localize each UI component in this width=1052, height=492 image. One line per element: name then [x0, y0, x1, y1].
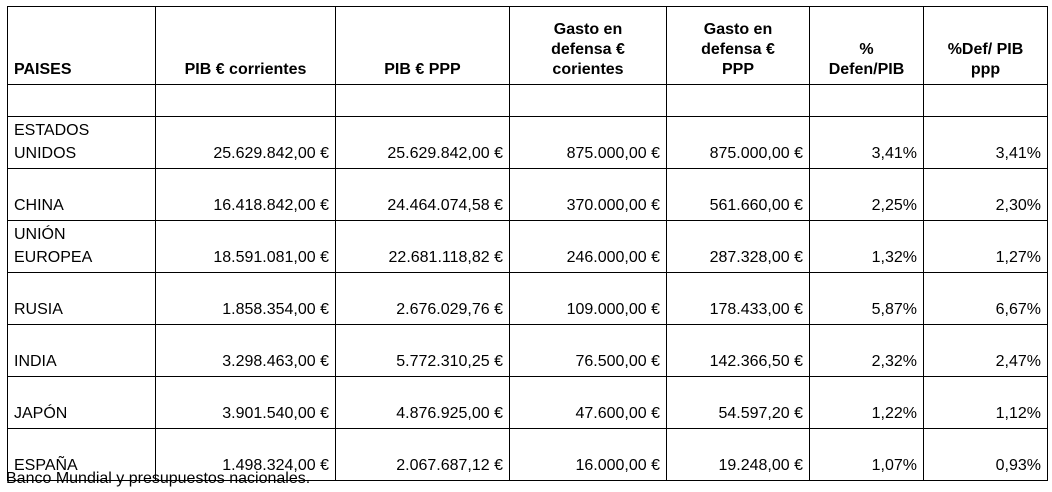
pib-corrientes-cell: 18.591.081,00 €: [156, 221, 336, 273]
col-header-pib-corrientes: PIB € corrientes: [156, 7, 336, 85]
pct-def-pib-ppp-cell: 2,47%: [924, 325, 1048, 377]
pib-ppp-cell: 24.464.074,58 €: [336, 169, 510, 221]
pct-defen-pib-cell: 1,32%: [810, 221, 924, 273]
table-row: [8, 117, 1048, 169]
gasto-corrientes-cell: 246.000,00 €: [510, 221, 667, 273]
pib-corrientes-cell: 16.418.842,00 €: [156, 169, 336, 221]
pct-defen-pib-cell: 5,87%: [810, 273, 924, 325]
gasto-ppp-cell: 19.248,00 €: [667, 429, 810, 481]
pct-def-pib-ppp-cell: 2,30%: [924, 169, 1048, 221]
defense-spending-table: [7, 6, 1048, 481]
blank-cell: [156, 85, 336, 117]
gasto-ppp-cell: 178.433,00 €: [667, 273, 810, 325]
pib-ppp-cell: 4.876.925,00 €: [336, 377, 510, 429]
country-cell: ESPAÑA: [8, 429, 156, 481]
pib-ppp-cell: 22.681.118,82 €: [336, 221, 510, 273]
gasto-ppp-cell: 142.366,50 €: [667, 325, 810, 377]
pib-corrientes-cell: 1.858.354,00 €: [156, 273, 336, 325]
blank-cell: [8, 85, 156, 117]
col-header-gasto-corrientes: Gasto en defensa € corientes: [510, 7, 667, 85]
country-cell: RUSIA: [8, 273, 156, 325]
gasto-corrientes-cell: 109.000,00 €: [510, 273, 667, 325]
blank-cell: [924, 85, 1048, 117]
gasto-corrientes-cell: 16.000,00 €: [510, 429, 667, 481]
country-cell: INDIA: [8, 325, 156, 377]
table-row: [8, 221, 1048, 273]
pct-defen-pib-cell: 1,22%: [810, 377, 924, 429]
table-row: [8, 273, 1048, 325]
blank-cell: [336, 85, 510, 117]
pib-ppp-cell: 25.629.842,00 €: [336, 117, 510, 169]
gasto-ppp-cell: 561.660,00 €: [667, 169, 810, 221]
blank-cell: [667, 85, 810, 117]
pib-ppp-cell: 2.676.029,76 €: [336, 273, 510, 325]
country-cell: JAPÓN: [8, 377, 156, 429]
pct-def-pib-ppp-cell: 0,93%: [924, 429, 1048, 481]
header-row: [8, 7, 1048, 85]
pct-def-pib-ppp-cell: 3,41%: [924, 117, 1048, 169]
col-header-pct-def-pib-ppp: %Def/ PIB ppp: [924, 7, 1048, 85]
table-row: [8, 377, 1048, 429]
col-header-pib-ppp: PIB € PPP: [336, 7, 510, 85]
blank-cell: [510, 85, 667, 117]
pct-defen-pib-cell: 3,41%: [810, 117, 924, 169]
gasto-ppp-cell: 287.328,00 €: [667, 221, 810, 273]
gasto-corrientes-cell: 875.000,00 €: [510, 117, 667, 169]
pib-corrientes-cell: 25.629.842,00 €: [156, 117, 336, 169]
pib-ppp-cell: 5.772.310,25 €: [336, 325, 510, 377]
country-cell: CHINA: [8, 169, 156, 221]
pib-corrientes-cell: 3.298.463,00 €: [156, 325, 336, 377]
pct-defen-pib-cell: 2,25%: [810, 169, 924, 221]
gasto-corrientes-cell: 76.500,00 €: [510, 325, 667, 377]
pct-def-pib-ppp-cell: 1,27%: [924, 221, 1048, 273]
gasto-corrientes-cell: 47.600,00 €: [510, 377, 667, 429]
blank-row: [8, 85, 1048, 117]
pib-corrientes-cell: 1.498.324,00 €: [156, 429, 336, 481]
pct-defen-pib-cell: 1,07%: [810, 429, 924, 481]
col-header-pct-defen-pib: % Defen/PIB: [810, 7, 924, 85]
pib-corrientes-cell: 3.901.540,00 €: [156, 377, 336, 429]
pib-ppp-cell: 2.067.687,12 €: [336, 429, 510, 481]
source-note: Banco Mundial y presupuestos nacionales.: [6, 470, 311, 487]
gasto-ppp-cell: 54.597,20 €: [667, 377, 810, 429]
col-header-gasto-ppp: Gasto en defensa € PPP: [667, 7, 810, 85]
pct-def-pib-ppp-cell: 1,12%: [924, 377, 1048, 429]
blank-cell: [810, 85, 924, 117]
gasto-ppp-cell: 875.000,00 €: [667, 117, 810, 169]
table-row: [8, 169, 1048, 221]
pct-def-pib-ppp-cell: 6,67%: [924, 273, 1048, 325]
col-header-paises: PAISES: [8, 7, 156, 85]
gasto-corrientes-cell: 370.000,00 €: [510, 169, 667, 221]
pct-defen-pib-cell: 2,32%: [810, 325, 924, 377]
country-cell: UNIÓN EUROPEA: [8, 221, 156, 273]
country-cell: ESTADOS UNIDOS: [8, 117, 156, 169]
table-row: [8, 325, 1048, 377]
